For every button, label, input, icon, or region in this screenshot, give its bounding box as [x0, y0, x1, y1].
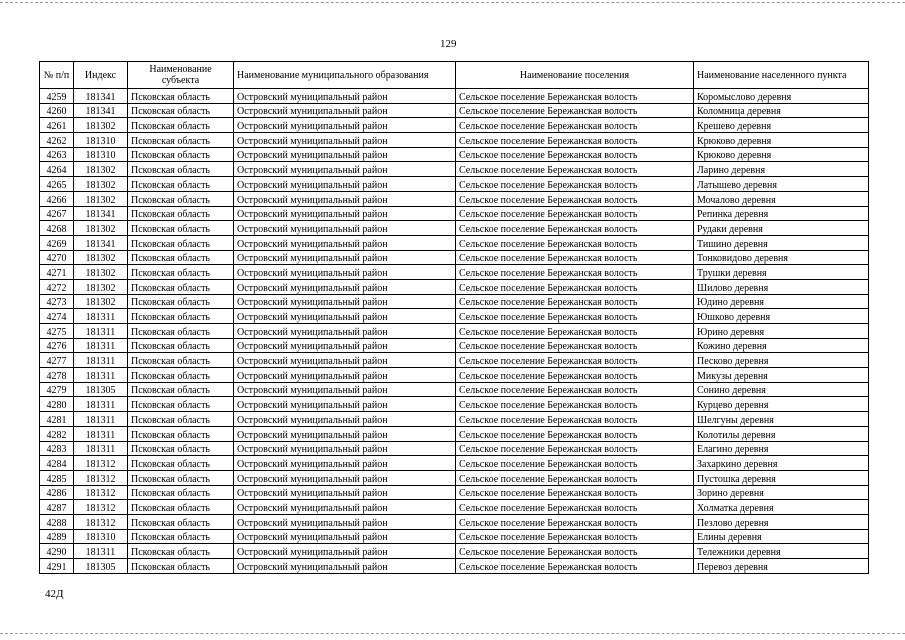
- cell-locality: Латышево деревня: [694, 177, 869, 192]
- cell-municipality: Островский муниципальный район: [234, 89, 456, 104]
- cell-num: 4277: [40, 353, 74, 368]
- cell-settlement: Сельское поселение Бережанская волость: [456, 89, 694, 104]
- cell-municipality: Островский муниципальный район: [234, 324, 456, 339]
- cell-locality: Мочалово деревня: [694, 191, 869, 206]
- cell-num: 4261: [40, 118, 74, 133]
- cell-locality: Песково деревня: [694, 353, 869, 368]
- cell-settlement: Сельское поселение Бережанская волость: [456, 397, 694, 412]
- cell-municipality: Островский муниципальный район: [234, 309, 456, 324]
- cell-index: 181311: [74, 353, 128, 368]
- cell-subject: Псковская область: [128, 529, 234, 544]
- cell-num: 4287: [40, 500, 74, 515]
- cell-index: 181311: [74, 368, 128, 383]
- cell-index: 181311: [74, 338, 128, 353]
- cell-index: 181311: [74, 397, 128, 412]
- cell-subject: Псковская область: [128, 382, 234, 397]
- cell-subject: Псковская область: [128, 559, 234, 574]
- cell-settlement: Сельское поселение Бережанская волость: [456, 294, 694, 309]
- cell-subject: Псковская область: [128, 500, 234, 515]
- cell-municipality: Островский муниципальный район: [234, 221, 456, 236]
- cell-index: 181302: [74, 177, 128, 192]
- cell-locality: Крюково деревня: [694, 147, 869, 162]
- cell-locality: Пезлово деревня: [694, 514, 869, 529]
- cell-settlement: Сельское поселение Бережанская волость: [456, 470, 694, 485]
- cell-municipality: Островский муниципальный район: [234, 426, 456, 441]
- table-row: [40, 382, 869, 397]
- cell-locality: Елины деревня: [694, 529, 869, 544]
- cell-index: 181302: [74, 279, 128, 294]
- cell-settlement: Сельское поселение Бережанская волость: [456, 368, 694, 383]
- cell-subject: Псковская область: [128, 485, 234, 500]
- cell-num: 4285: [40, 470, 74, 485]
- table-row: [40, 191, 869, 206]
- cell-subject: Псковская область: [128, 441, 234, 456]
- cell-locality: Шилово деревня: [694, 279, 869, 294]
- table-row: [40, 368, 869, 383]
- cell-subject: Псковская область: [128, 456, 234, 471]
- cell-index: 181302: [74, 191, 128, 206]
- table-row: [40, 514, 869, 529]
- cell-num: 4268: [40, 221, 74, 236]
- cell-municipality: Островский муниципальный район: [234, 235, 456, 250]
- cell-locality: Рудаки деревня: [694, 221, 869, 236]
- header-settlement: Наименование поселения: [456, 62, 694, 89]
- cell-locality: Холматка деревня: [694, 500, 869, 515]
- cell-municipality: Островский муниципальный район: [234, 191, 456, 206]
- cell-index: 181302: [74, 118, 128, 133]
- cell-settlement: Сельское поселение Бережанская волость: [456, 382, 694, 397]
- table-row: [40, 338, 869, 353]
- cell-locality: Крюково деревня: [694, 133, 869, 148]
- cell-index: 181311: [74, 544, 128, 559]
- cell-num: 4260: [40, 103, 74, 118]
- cell-settlement: Сельское поселение Бережанская волость: [456, 324, 694, 339]
- table-row: [40, 309, 869, 324]
- cell-municipality: Островский муниципальный район: [234, 470, 456, 485]
- cell-settlement: Сельское поселение Бережанская волость: [456, 514, 694, 529]
- table-row: [40, 456, 869, 471]
- cell-index: 181311: [74, 309, 128, 324]
- cell-settlement: Сельское поселение Бережанская волость: [456, 191, 694, 206]
- cell-locality: Перевоз деревня: [694, 559, 869, 574]
- table-row: [40, 529, 869, 544]
- table-row: [40, 470, 869, 485]
- cell-num: 4280: [40, 397, 74, 412]
- cell-settlement: Сельское поселение Бережанская волость: [456, 353, 694, 368]
- cell-subject: Псковская область: [128, 514, 234, 529]
- cell-settlement: Сельское поселение Бережанская волость: [456, 235, 694, 250]
- cell-settlement: Сельское поселение Бережанская волость: [456, 147, 694, 162]
- cell-subject: Псковская область: [128, 177, 234, 192]
- cell-locality: Коломница деревня: [694, 103, 869, 118]
- table-row: [40, 324, 869, 339]
- header-subject: Наименование субъекта: [128, 62, 234, 89]
- cell-num: 4264: [40, 162, 74, 177]
- table-row: [40, 147, 869, 162]
- cell-index: 181341: [74, 206, 128, 221]
- cell-subject: Псковская область: [128, 206, 234, 221]
- cell-subject: Псковская область: [128, 235, 234, 250]
- cell-index: 181311: [74, 441, 128, 456]
- cell-municipality: Островский муниципальный район: [234, 412, 456, 427]
- cell-subject: Псковская область: [128, 221, 234, 236]
- cell-locality: Микузы деревня: [694, 368, 869, 383]
- cell-index: 181305: [74, 382, 128, 397]
- cell-num: 4265: [40, 177, 74, 192]
- cell-municipality: Островский муниципальный район: [234, 514, 456, 529]
- cell-num: 4271: [40, 265, 74, 280]
- cell-settlement: Сельское поселение Бережанская волость: [456, 485, 694, 500]
- cell-num: 4262: [40, 133, 74, 148]
- cell-index: 181305: [74, 559, 128, 574]
- cell-num: 4282: [40, 426, 74, 441]
- cell-locality: Захаркино деревня: [694, 456, 869, 471]
- cell-num: 4274: [40, 309, 74, 324]
- cell-subject: Псковская область: [128, 191, 234, 206]
- cell-municipality: Островский муниципальный район: [234, 279, 456, 294]
- table-row: [40, 397, 869, 412]
- cell-municipality: Островский муниципальный район: [234, 500, 456, 515]
- table-row: [40, 294, 869, 309]
- cell-num: 4275: [40, 324, 74, 339]
- table-row: [40, 162, 869, 177]
- cell-municipality: Островский муниципальный район: [234, 133, 456, 148]
- table-row: [40, 89, 869, 104]
- footer-code: 42Д: [45, 588, 64, 600]
- cell-locality: Тишино деревня: [694, 235, 869, 250]
- cell-settlement: Сельское поселение Бережанская волость: [456, 118, 694, 133]
- cell-locality: Юдино деревня: [694, 294, 869, 309]
- cell-settlement: Сельское поселение Бережанская волость: [456, 177, 694, 192]
- cell-subject: Псковская область: [128, 162, 234, 177]
- cell-index: 181341: [74, 89, 128, 104]
- table-row: [40, 353, 869, 368]
- cell-index: 181311: [74, 412, 128, 427]
- cell-subject: Псковская область: [128, 368, 234, 383]
- cell-settlement: Сельское поселение Бережанская волость: [456, 441, 694, 456]
- cell-municipality: Островский муниципальный район: [234, 544, 456, 559]
- cell-index: 181302: [74, 250, 128, 265]
- cell-settlement: Сельское поселение Бережанская волость: [456, 338, 694, 353]
- cell-settlement: Сельское поселение Бережанская волость: [456, 250, 694, 265]
- table-row: [40, 544, 869, 559]
- table-row: [40, 412, 869, 427]
- cell-locality: Юрино деревня: [694, 324, 869, 339]
- cell-subject: Псковская область: [128, 147, 234, 162]
- cell-settlement: Сельское поселение Бережанская волость: [456, 221, 694, 236]
- cell-index: 181302: [74, 265, 128, 280]
- page-number: 129: [440, 38, 457, 50]
- cell-index: 181312: [74, 485, 128, 500]
- cell-num: 4281: [40, 412, 74, 427]
- cell-settlement: Сельское поселение Бережанская волость: [456, 279, 694, 294]
- cell-index: 181310: [74, 147, 128, 162]
- cell-index: 181312: [74, 500, 128, 515]
- cell-index: 181311: [74, 324, 128, 339]
- cell-index: 181310: [74, 133, 128, 148]
- cell-subject: Псковская область: [128, 470, 234, 485]
- settlements-table: [39, 61, 869, 574]
- cell-municipality: Островский муниципальный район: [234, 177, 456, 192]
- cell-settlement: Сельское поселение Бережанская волость: [456, 456, 694, 471]
- cell-settlement: Сельское поселение Бережанская волость: [456, 309, 694, 324]
- cell-municipality: Островский муниципальный район: [234, 147, 456, 162]
- cell-subject: Псковская область: [128, 309, 234, 324]
- cell-locality: Юшково деревня: [694, 309, 869, 324]
- cell-num: 4259: [40, 89, 74, 104]
- cell-municipality: Островский муниципальный район: [234, 103, 456, 118]
- cell-locality: Ларино деревня: [694, 162, 869, 177]
- cell-municipality: Островский муниципальный район: [234, 118, 456, 133]
- cell-municipality: Островский муниципальный район: [234, 485, 456, 500]
- cell-index: 181341: [74, 235, 128, 250]
- table-row: [40, 235, 869, 250]
- cell-subject: Псковская область: [128, 412, 234, 427]
- header-num: № п/п: [40, 62, 74, 89]
- cell-settlement: Сельское поселение Бережанская волость: [456, 133, 694, 148]
- cell-num: 4279: [40, 382, 74, 397]
- cell-subject: Псковская область: [128, 250, 234, 265]
- cell-index: 181302: [74, 221, 128, 236]
- cell-settlement: Сельское поселение Бережанская волость: [456, 265, 694, 280]
- cell-num: 4286: [40, 485, 74, 500]
- table-header-row: [40, 62, 869, 89]
- header-municipality: Наименование муниципального образования: [234, 62, 456, 89]
- table-row: [40, 250, 869, 265]
- cell-subject: Псковская область: [128, 353, 234, 368]
- cell-index: 181341: [74, 103, 128, 118]
- cell-index: 181312: [74, 514, 128, 529]
- cell-subject: Псковская область: [128, 279, 234, 294]
- cell-num: 4270: [40, 250, 74, 265]
- cell-subject: Псковская область: [128, 397, 234, 412]
- scan-edge-top: [0, 2, 905, 3]
- cell-subject: Псковская область: [128, 338, 234, 353]
- table-row: [40, 426, 869, 441]
- cell-index: 181312: [74, 456, 128, 471]
- cell-locality: Коромыслово деревня: [694, 89, 869, 104]
- cell-num: 4291: [40, 559, 74, 574]
- cell-num: 4272: [40, 279, 74, 294]
- cell-num: 4289: [40, 529, 74, 544]
- cell-locality: Курцево деревня: [694, 397, 869, 412]
- cell-municipality: Островский муниципальный район: [234, 294, 456, 309]
- cell-locality: Кожино деревня: [694, 338, 869, 353]
- cell-num: 4290: [40, 544, 74, 559]
- cell-municipality: Островский муниципальный район: [234, 441, 456, 456]
- table-row: [40, 500, 869, 515]
- cell-subject: Псковская область: [128, 89, 234, 104]
- table-row: [40, 206, 869, 221]
- cell-municipality: Островский муниципальный район: [234, 559, 456, 574]
- cell-municipality: Островский муниципальный район: [234, 397, 456, 412]
- cell-subject: Псковская область: [128, 133, 234, 148]
- cell-locality: Колотилы деревня: [694, 426, 869, 441]
- cell-municipality: Островский муниципальный район: [234, 529, 456, 544]
- cell-settlement: Сельское поселение Бережанская волость: [456, 544, 694, 559]
- table-row: [40, 559, 869, 574]
- table-row: [40, 279, 869, 294]
- cell-subject: Псковская область: [128, 324, 234, 339]
- cell-municipality: Островский муниципальный район: [234, 382, 456, 397]
- cell-municipality: Островский муниципальный район: [234, 338, 456, 353]
- cell-num: 4283: [40, 441, 74, 456]
- cell-num: 4284: [40, 456, 74, 471]
- cell-settlement: Сельское поселение Бережанская волость: [456, 529, 694, 544]
- table-row: [40, 177, 869, 192]
- cell-num: 4263: [40, 147, 74, 162]
- cell-locality: Тележники деревня: [694, 544, 869, 559]
- cell-locality: Трушки деревня: [694, 265, 869, 280]
- header-locality: Наименование населенного пункта: [694, 62, 869, 89]
- cell-index: 181302: [74, 162, 128, 177]
- cell-subject: Псковская область: [128, 118, 234, 133]
- cell-locality: Сонино деревня: [694, 382, 869, 397]
- cell-subject: Псковская область: [128, 265, 234, 280]
- cell-index: 181312: [74, 470, 128, 485]
- cell-subject: Псковская область: [128, 426, 234, 441]
- cell-num: 4288: [40, 514, 74, 529]
- cell-subject: Псковская область: [128, 544, 234, 559]
- cell-locality: Крешево деревня: [694, 118, 869, 133]
- table-row: [40, 103, 869, 118]
- cell-num: 4267: [40, 206, 74, 221]
- cell-settlement: Сельское поселение Бережанская волость: [456, 559, 694, 574]
- table-row: [40, 118, 869, 133]
- cell-municipality: Островский муниципальный район: [234, 265, 456, 280]
- cell-num: 4278: [40, 368, 74, 383]
- cell-municipality: Островский муниципальный район: [234, 368, 456, 383]
- cell-locality: Елагино деревня: [694, 441, 869, 456]
- cell-index: 181310: [74, 529, 128, 544]
- cell-municipality: Островский муниципальный район: [234, 206, 456, 221]
- table-row: [40, 221, 869, 236]
- header-index: Индекс: [74, 62, 128, 89]
- cell-subject: Псковская область: [128, 294, 234, 309]
- cell-municipality: Островский муниципальный район: [234, 456, 456, 471]
- cell-municipality: Островский муниципальный район: [234, 353, 456, 368]
- scan-edge-bottom: [0, 633, 905, 634]
- cell-index: 181302: [74, 294, 128, 309]
- cell-settlement: Сельское поселение Бережанская волость: [456, 206, 694, 221]
- cell-num: 4269: [40, 235, 74, 250]
- table-row: [40, 133, 869, 148]
- table-row: [40, 265, 869, 280]
- cell-num: 4266: [40, 191, 74, 206]
- cell-subject: Псковская область: [128, 103, 234, 118]
- table-row: [40, 485, 869, 500]
- cell-locality: Пустошка деревня: [694, 470, 869, 485]
- cell-municipality: Островский муниципальный район: [234, 162, 456, 177]
- cell-locality: Зорино деревня: [694, 485, 869, 500]
- cell-index: 181311: [74, 426, 128, 441]
- cell-num: 4273: [40, 294, 74, 309]
- cell-num: 4276: [40, 338, 74, 353]
- cell-settlement: Сельское поселение Бережанская волость: [456, 500, 694, 515]
- cell-locality: Шелгуны деревня: [694, 412, 869, 427]
- cell-settlement: Сельское поселение Бережанская волость: [456, 162, 694, 177]
- cell-settlement: Сельское поселение Бережанская волость: [456, 103, 694, 118]
- cell-settlement: Сельское поселение Бережанская волость: [456, 412, 694, 427]
- cell-locality: Тонковидово деревня: [694, 250, 869, 265]
- cell-locality: Репинка деревня: [694, 206, 869, 221]
- table-row: [40, 441, 869, 456]
- cell-settlement: Сельское поселение Бережанская волость: [456, 426, 694, 441]
- cell-municipality: Островский муниципальный район: [234, 250, 456, 265]
